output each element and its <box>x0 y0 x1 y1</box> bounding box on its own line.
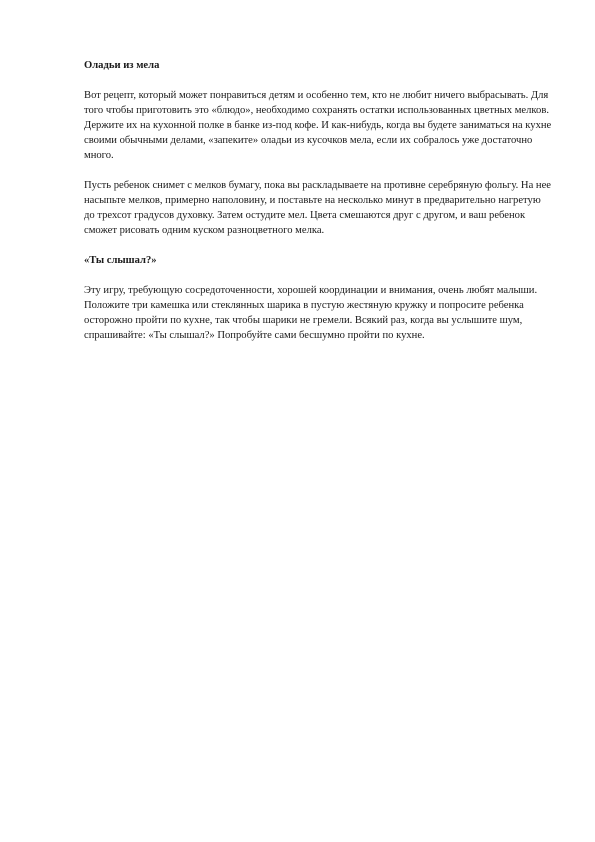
paragraph-game-description: Эту игру, требующую сосредоточенности, хорошей координации и внимания, очень любят малыши. Положите три камешка или стеклянных шарика в пустую жестяную кружку и попросите ребенка осторожно пройти по кухне, так чтобы шарики не гремели. Всякий раз, когда вы услышите шум, спрашивайте: «Ты слышал?» Попробуйте сами бесшумно пройти по кухне. <box>84 285 538 341</box>
document-body <box>84 58 554 358</box>
paragraph-recipe-steps: Пусть ребенок снимет с мелков бумагу, пока вы раскладываете на противне серебряную фольгу. На нее насыпьте мелков, примерно наполовину, и поставьте на несколько минут в предварительно нагретую до трехсот градусов духовку. Затем остудите мел. Цвета смешаются друг с другом, и ваш ребенок сможет рисовать одним куском разноцветного мелка. <box>84 180 551 236</box>
section-title-chalk-pancakes: Оладьи из мела <box>84 60 160 71</box>
paragraph-recipe-intro: Вот рецепт, который может понравиться детям и особенно тем, кто не любит ничего выбрасывать. Для того чтобы приготовить это «блюдо», необходимо сохранять остатки использованных цветных мелков. Держите их на кухонной полке в банке из-под кофе. И как-нибудь, когда вы будете заниматься на кухне своими обычными делами, «запеките» оладьи из кусочков мела, если их собралось уже достаточно много. <box>84 90 552 161</box>
section-title-did-you-hear: «Ты слышал?» <box>84 255 157 266</box>
